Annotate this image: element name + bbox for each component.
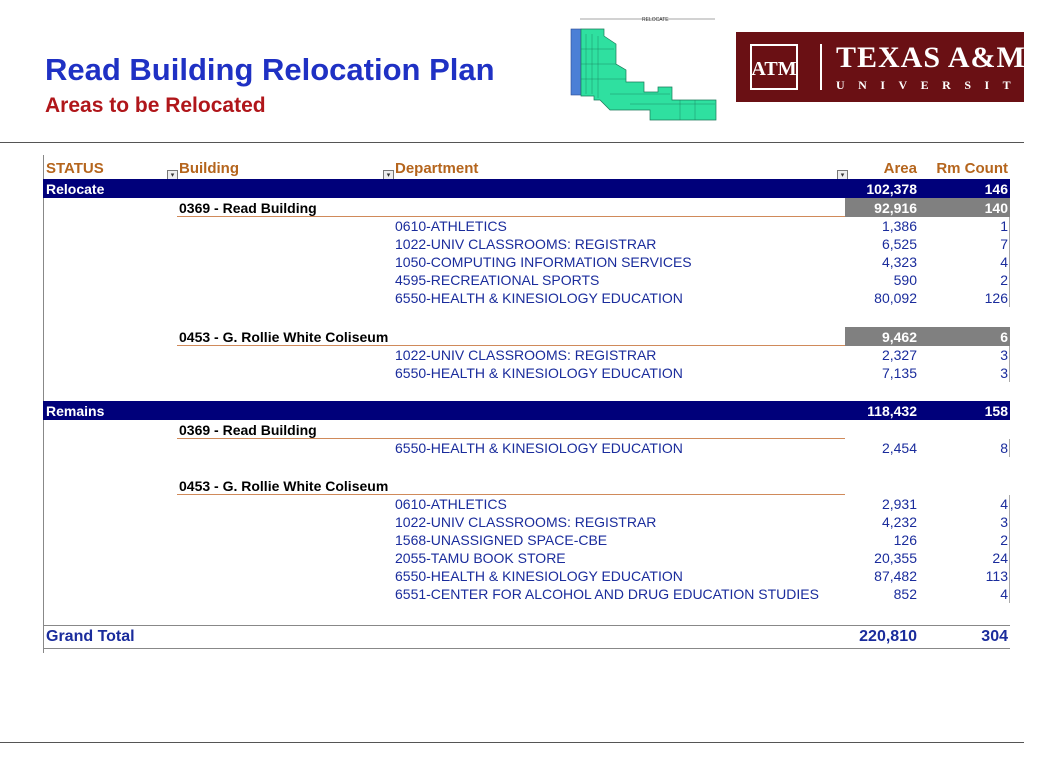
building-subtotal (845, 327, 1010, 346)
department-name: 6550-HEALTH & KINESIOLOGY EDUCATION (395, 568, 683, 584)
table-row[interactable] (43, 567, 1010, 585)
department-name: 6550-HEALTH & KINESIOLOGY EDUCATION (395, 440, 683, 456)
department-rm-count: 4 (1000, 496, 1008, 512)
subtotal-rm-count: 6 (1000, 329, 1008, 345)
floor-plan-image (570, 14, 720, 124)
department-name: 1022-UNIV CLASSROOMS: REGISTRAR (395, 347, 657, 363)
subtotal-area: 9,462 (881, 329, 917, 345)
table-row[interactable] (43, 364, 1010, 382)
status-area: 118,432 (867, 403, 917, 419)
department-filter-dropdown-icon[interactable]: ▾ (837, 170, 848, 181)
department-area: 20,355 (874, 550, 917, 566)
building-name: 0453 - G. Rollie White Coliseum (179, 478, 389, 494)
department-name: 6551-CENTER FOR ALCOHOL AND DRUG EDUCATION STUDIES (395, 586, 819, 602)
grand-total-area: 220,810 (859, 628, 917, 645)
atm-logo-mark (750, 44, 798, 90)
department-rm-count: 7 (1000, 236, 1008, 252)
status-rm-count: 158 (984, 403, 1008, 419)
department-name: 6550-HEALTH & KINESIOLOGY EDUCATION (395, 365, 683, 381)
department-name: 6550-HEALTH & KINESIOLOGY EDUCATION (395, 290, 683, 306)
page-subtitle: Areas to be Relocated (45, 94, 266, 117)
table-row[interactable] (43, 585, 1010, 603)
department-area: 4,323 (881, 254, 917, 270)
table-row[interactable] (43, 495, 1010, 513)
department-area: 80,092 (874, 290, 917, 306)
building-row-relocate-read[interactable] (43, 198, 1010, 217)
department-area: 2,327 (881, 347, 917, 363)
department-area: 7,135 (881, 365, 917, 381)
plan-label: RELOCATE (642, 17, 669, 23)
table-row[interactable] (43, 253, 1010, 271)
building-name: 0453 - G. Rollie White Coliseum (179, 329, 389, 345)
table-row[interactable] (43, 439, 1010, 457)
table-row[interactable] (43, 217, 1010, 235)
department-rm-count: 3 (1000, 514, 1008, 530)
department-rm-count: 1 (1000, 218, 1008, 234)
pivot-table (43, 155, 1011, 655)
department-area: 126 (893, 532, 917, 548)
department-area: 852 (893, 586, 917, 602)
department-name: 1050-COMPUTING INFORMATION SERVICES (395, 254, 692, 270)
department-name: 0610-ATHLETICS (395, 496, 507, 512)
status-area: 102,378 (866, 181, 917, 197)
table-row[interactable] (43, 513, 1010, 531)
table-row[interactable] (43, 235, 1010, 253)
building-row-remains-coliseum[interactable] (43, 476, 1010, 495)
department-area: 4,232 (881, 514, 917, 530)
subtotal-area: 92,916 (874, 200, 917, 216)
grand-total-row[interactable] (43, 625, 1010, 649)
department-name: 0610-ATHLETICS (395, 218, 507, 234)
column-header-rm-count: Rm Count (936, 160, 1008, 177)
department-name: 4595-RECREATIONAL SPORTS (395, 272, 600, 288)
table-row[interactable] (43, 271, 1010, 289)
department-name: 1022-UNIV CLASSROOMS: REGISTRAR (395, 514, 657, 530)
table-header-row (43, 157, 1010, 179)
bottom-divider (0, 742, 1024, 743)
department-area: 2,931 (881, 496, 917, 512)
building-name: 0369 - Read Building (179, 200, 317, 216)
department-rm-count: 8 (1000, 440, 1008, 456)
logo-text-primary: TEXAS A&M (836, 41, 1026, 74)
department-area: 6,525 (881, 236, 917, 252)
department-name: 1022-UNIV CLASSROOMS: REGISTRAR (395, 236, 657, 252)
status-label: Relocate (46, 181, 105, 197)
column-header-status: STATUS (46, 160, 104, 177)
logo-text-secondary: UNIVERSITY (836, 78, 1046, 92)
column-header-building: Building (179, 160, 239, 177)
grand-total-rm-count: 304 (981, 628, 1008, 645)
department-area: 2,454 (881, 440, 917, 456)
department-rm-count: 2 (1000, 532, 1008, 548)
department-name: 1568-UNASSIGNED SPACE-CBE (395, 532, 608, 548)
department-name: 2055-TAMU BOOK STORE (395, 550, 566, 566)
department-rm-count: 4 (1000, 586, 1008, 602)
department-rm-count: 2 (1000, 272, 1008, 288)
subtotal-rm-count: 140 (984, 200, 1008, 216)
table-row[interactable] (43, 346, 1010, 364)
status-filter-dropdown-icon[interactable]: ▾ (167, 170, 178, 181)
department-rm-count: 3 (1000, 365, 1008, 381)
building-row-relocate-coliseum[interactable] (43, 327, 1010, 346)
page-title: Read Building Relocation Plan (45, 52, 495, 87)
tamu-logo (736, 32, 1046, 102)
column-header-area: Area (883, 160, 917, 177)
building-subtotal (845, 198, 1010, 217)
building-name: 0369 - Read Building (179, 422, 317, 438)
building-filter-dropdown-icon[interactable]: ▾ (383, 170, 394, 181)
status-row-remains[interactable] (43, 401, 1010, 420)
department-rm-count: 4 (1000, 254, 1008, 270)
status-rm-count: 146 (984, 181, 1008, 197)
table-row[interactable] (43, 289, 1010, 307)
department-rm-count: 3 (1000, 347, 1008, 363)
department-rm-count: 113 (985, 568, 1008, 584)
table-row[interactable] (43, 549, 1010, 567)
department-area: 87,482 (874, 568, 917, 584)
table-row[interactable] (43, 531, 1010, 549)
logo-divider (820, 44, 822, 90)
department-area: 1,386 (881, 218, 917, 234)
column-header-department: Department (395, 160, 479, 177)
status-row-relocate[interactable] (43, 179, 1010, 198)
department-area: 590 (893, 272, 917, 288)
grand-total-label: Grand Total (46, 628, 135, 645)
top-divider (0, 142, 1024, 143)
svg-text:ATM: ATM (751, 58, 797, 80)
building-row-remains-read[interactable] (43, 420, 1010, 439)
department-rm-count: 24 (992, 550, 1008, 566)
status-label: Remains (46, 403, 105, 419)
department-rm-count: 126 (984, 290, 1008, 306)
